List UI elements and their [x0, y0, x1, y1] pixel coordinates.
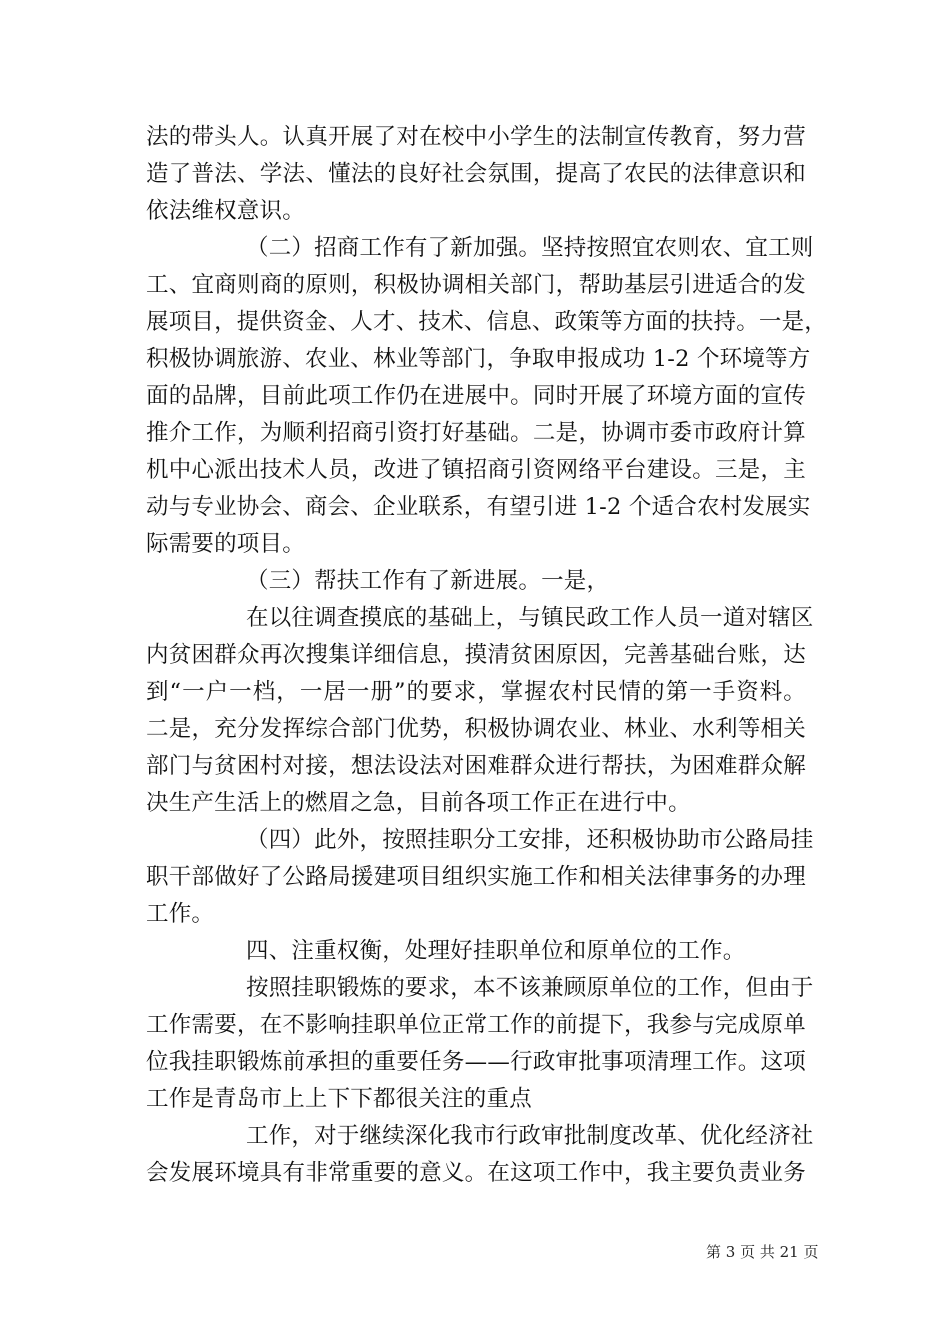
- text-line: 推介工作，为顺利招商引资打好基础。二是，协调市委市政府计算: [146, 420, 806, 446]
- text-line: 工作是青岛市上上下下都很关注的重点: [146, 1086, 532, 1112]
- text-line: （四）此外，按照挂职分工安排，还积极协助市公路局挂: [246, 827, 814, 853]
- text-line: 动与专业协会、商会、企业联系，有望引进 1-2 个适合农村发展实: [146, 494, 811, 520]
- text-line: 法的带头人。认真开展了对在校中小学生的法制宣传教育，努力营: [146, 124, 806, 150]
- section-heading: 四、注重权衡，处理好挂职单位和原单位的工作。: [246, 938, 746, 964]
- text-line: 工作，对于继续深化我市行政审批制度改革、优化经济社: [246, 1123, 814, 1149]
- text-line: 机中心派出技术人员，改进了镇招商引资网络平台建设。三是，主: [146, 457, 806, 483]
- text-line: 面的品牌，目前此项工作仍在进展中。同时开展了环境方面的宣传: [146, 383, 806, 409]
- text-line: （二）招商工作有了新加强。坚持按照宜农则农、宜工则: [246, 235, 814, 261]
- text-line: 职干部做好了公路局援建项目组织实施工作和相关法律事务的办理: [146, 864, 806, 890]
- text-line: 积极协调旅游、农业、林业等部门，争取申报成功 1-2 个环境等方: [146, 346, 811, 372]
- text-line: 在以往调查摸底的基础上，与镇民政工作人员一道对辖区: [246, 605, 814, 631]
- text-line: 二是，充分发挥综合部门优势，积极协调农业、林业、水利等相关: [146, 716, 806, 742]
- text-line: 内贫困群众再次搜集详细信息，摸清贫困原因，完善基础台账，达: [146, 642, 806, 668]
- text-line: 工作需要，在不影响挂职单位正常工作的前提下，我参与完成原单: [146, 1012, 806, 1038]
- text-line: （三）帮扶工作有了新进展。一是，: [246, 568, 610, 594]
- text-line: 造了普法、学法、懂法的良好社会氛围，提高了农民的法律意识和: [146, 161, 806, 187]
- text-line: 按照挂职锻炼的要求，本不该兼顾原单位的工作，但由于: [246, 975, 814, 1001]
- page-number: 第 3 页 共 21 页: [706, 1243, 819, 1261]
- text-line: 际需要的项目。: [146, 531, 305, 557]
- text-line: 位我挂职锻炼前承担的重要任务——行政审批事项清理工作。这项: [146, 1049, 806, 1075]
- text-line: 展项目，提供资金、人才、技术、信息、政策等方面的扶持。一是，: [146, 309, 828, 335]
- text-line: 依法维权意识。: [146, 198, 305, 224]
- text-line: 到“一户一档，一居一册”的要求，掌握农村民情的第一手资料。: [146, 679, 806, 705]
- text-line: 工、宜商则商的原则，积极协调相关部门，帮助基层引进适合的发: [146, 272, 806, 298]
- text-line: 工作。: [146, 901, 215, 927]
- text-line: 部门与贫困村对接，想法设法对困难群众进行帮扶，为困难群众解: [146, 753, 806, 779]
- text-line: 会发展环境具有非常重要的意义。在这项工作中，我主要负责业务: [146, 1160, 806, 1186]
- text-line: 决生产生活上的燃眉之急，目前各项工作正在进行中。: [146, 790, 691, 816]
